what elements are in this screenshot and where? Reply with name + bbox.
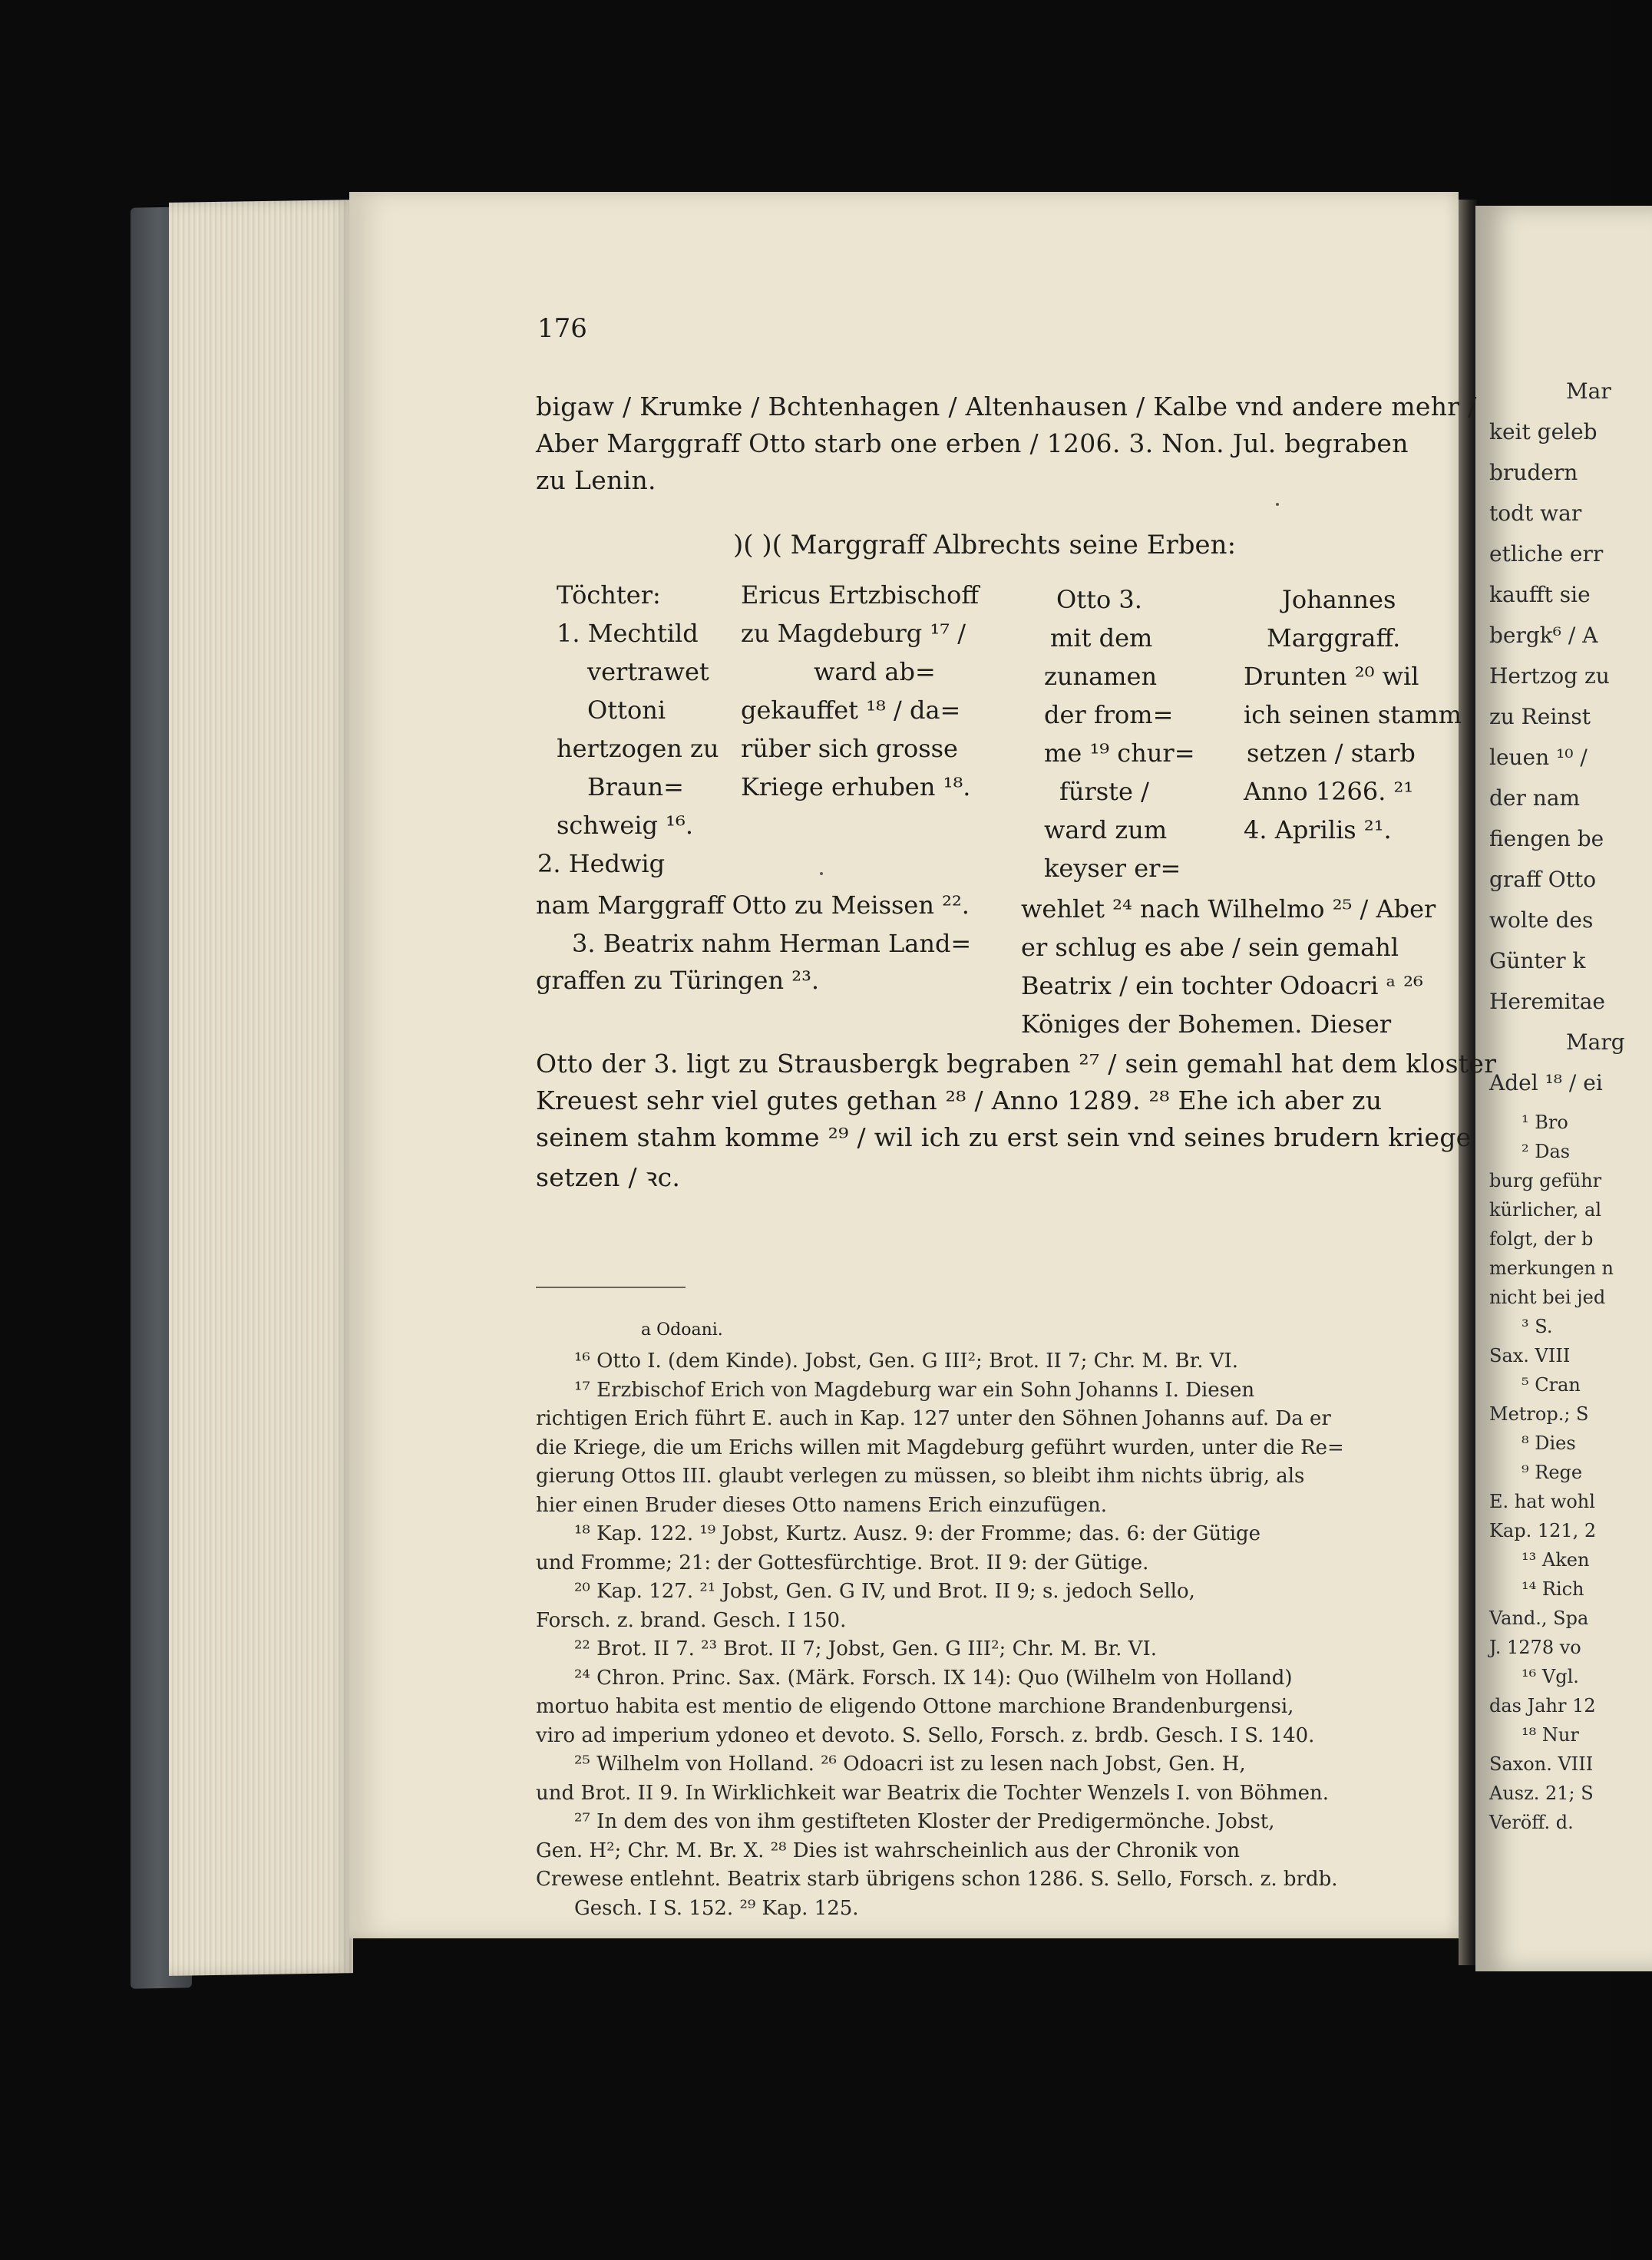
next-page-line: brudern (1489, 460, 1578, 485)
column-line: Töchter: (557, 580, 661, 610)
next-page-note: Saxon. VIII (1489, 1753, 1594, 1775)
column-johannes (1244, 580, 1462, 849)
next-page-note: ³ S. (1521, 1316, 1553, 1337)
column-line: keyser er= (1044, 854, 1181, 883)
next-page-line: Mar (1566, 378, 1611, 404)
next-page-line: wolte des (1489, 907, 1594, 933)
footnote-line: gierung Ottos III. glaubt verlegen zu müssen, so bleibt ihm nichts übrig, als (536, 1465, 1305, 1488)
section-heading: )( )( Marggraff Albrechts seine Erben: (733, 530, 1237, 560)
footnote-line: ²⁷ In dem des von ihm gestifteten Kloster der Predigermönche. Jobst, (574, 1810, 1275, 1833)
footnote-line: und Brot. II 9. In Wirklichkeit war Beatrix die Tochter Wenzels I. von Böhmen. (536, 1781, 1330, 1805)
column-line: hertzogen zu (557, 734, 719, 763)
next-page-note: Veröff. d. (1489, 1812, 1574, 1833)
body-line: setzen / ꝛc. (536, 1162, 681, 1192)
next-page-line: kaufft sie (1489, 582, 1591, 607)
footnote-line: viro ad imperium ydoneo et devoto. S. Sello, Forsch. z. brdb. Gesch. I S. 140. (536, 1723, 1315, 1747)
next-page-note: Ausz. 21; S (1489, 1783, 1594, 1804)
column-line: Marggraff. (1267, 623, 1401, 653)
next-page-note: merkungen n (1489, 1257, 1614, 1279)
body-line: Kreuest sehr viel gutes gethan ²⁸ / Anno 1289. ²⁸ Ehe ich aber zu (536, 1085, 1383, 1115)
next-page-line: der nam (1489, 785, 1581, 811)
column-otto (1044, 580, 1195, 887)
body-line: seinem stahm komme ²⁹ / wil ich zu erst sein vnd seines brudern kriege (536, 1122, 1472, 1152)
print-speck (820, 872, 823, 875)
page-edges (169, 200, 353, 1976)
next-page-note: Sax. VIII (1489, 1345, 1571, 1366)
footnote-marker: a Odoani. (641, 1320, 723, 1340)
footnote-line: ²⁵ Wilhelm von Holland. ²⁶ Odoacri ist zu lesen nach Jobst, Gen. H, (574, 1753, 1246, 1776)
next-page-note: ⁵ Cran (1521, 1374, 1581, 1396)
column-line: ward zum (1044, 815, 1168, 844)
page-number: 176 (537, 313, 587, 344)
footnote-line: Crewese entlehnt. Beatrix starb übrigens schon 1286. S. Sello, Forsch. z. brdb. (536, 1868, 1338, 1891)
body-line: er schlug es abe / sein gemahl (1021, 933, 1399, 962)
next-page-note: ¹⁶ Vgl. (1521, 1666, 1579, 1687)
column-line: setzen / starb (1247, 738, 1416, 768)
next-page-note: ¹³ Aken (1521, 1549, 1590, 1571)
next-page-line: Adel ¹⁸ / ei (1489, 1070, 1603, 1095)
column-line: zunamen (1044, 662, 1158, 691)
next-page-line: fiengen be (1489, 826, 1604, 851)
right-page-fragment (1475, 206, 1652, 1971)
column-daughters (537, 576, 719, 883)
body-line: wehlet ²⁴ nach Wilhelmo ²⁵ / Aber (1021, 894, 1436, 923)
next-page-note: Vand., Spa (1489, 1607, 1589, 1629)
column-line: Drunten ²⁰ wil (1244, 662, 1419, 691)
next-page-note: Metrop.; S (1489, 1403, 1589, 1425)
next-page-line: Günter k (1489, 948, 1586, 973)
footnote-line: richtigen Erich führt E. auch in Kap. 127 unter den Söhnen Johanns auf. Da er (536, 1407, 1331, 1430)
column-line: rüber sich grosse (741, 734, 958, 763)
next-page-note: ⁹ Rege (1521, 1462, 1583, 1483)
footnote-line: Forsch. z. brand. Gesch. I 150. (536, 1608, 847, 1632)
footnote-line: ¹⁶ Otto I. (dem Kinde). Jobst, Gen. G III²; Brot. II 7; Chr. M. Br. VI. (574, 1350, 1239, 1373)
body-line: Beatrix / ein tochter Odoacri ᵃ ²⁶ (1021, 971, 1423, 1000)
column-line: me ¹⁹ chur= (1044, 738, 1195, 768)
column-line: Anno 1266. ²¹ (1244, 777, 1414, 806)
next-page-note: E. hat wohl (1489, 1491, 1595, 1512)
next-page-note: das Jahr 12 (1489, 1695, 1596, 1716)
column-line: Braun= (587, 772, 684, 801)
column-line: zu Magdeburg ¹⁷ / (741, 619, 966, 648)
body-line: nam Marggraff Otto zu Meissen ²². (536, 890, 970, 920)
next-page-line: keit geleb (1489, 419, 1597, 444)
body-line: 3. Beatrix nahm Herman Land= (572, 929, 972, 958)
footnote-line: Gen. H²; Chr. M. Br. X. ²⁸ Dies ist wahrscheinlich aus der Chronik von (536, 1839, 1241, 1862)
next-page-line: graff Otto (1489, 867, 1597, 892)
footnote-line: ¹⁸ Kap. 122. ¹⁹ Jobst, Kurtz. Ausz. 9: der Fromme; das. 6: der Gütige (574, 1522, 1261, 1545)
next-page-line: todt war (1489, 501, 1582, 526)
next-page-line: Heremitae (1489, 989, 1605, 1014)
column-line: ward ab= (814, 657, 936, 686)
next-page-line: Hertzog zu (1489, 663, 1610, 689)
footnote-rule (536, 1287, 686, 1288)
next-page-note: ¹⁸ Nur (1521, 1724, 1579, 1746)
footnote-line: ²⁴ Chron. Princ. Sax. (Märk. Forsch. IX 14): Quo (Wilhelm von Holland) (574, 1666, 1293, 1690)
next-page-line: etliche err (1489, 541, 1604, 567)
footnote-line: mortuo habita est mentio de eligendo Ottone marchione Brandenburgensi, (536, 1695, 1294, 1718)
book-gutter (1459, 200, 1477, 1965)
next-page-line: Marg (1566, 1029, 1625, 1055)
next-page-note: J. 1278 vo (1489, 1637, 1581, 1658)
column-line: Ottoni (587, 696, 666, 725)
column-line: fürste / (1059, 777, 1149, 806)
footnote-line: hier einen Bruder dieses Otto namens Erich einzufügen. (536, 1493, 1108, 1517)
next-page-note: ⁸ Dies (1521, 1432, 1576, 1454)
footnote-line: die Kriege, die um Erichs willen mit Magdeburg geführt wurden, unter die Re= (536, 1436, 1344, 1459)
column-line: gekauffet ¹⁸ / da= (741, 696, 961, 725)
footnote-line: Gesch. I S. 152. ²⁹ Kap. 125. (574, 1896, 859, 1920)
print-speck (1276, 503, 1279, 506)
column-line: Johannes (1282, 585, 1396, 614)
column-line: 2. Hedwig (537, 849, 666, 878)
body-line: zu Lenin. (536, 465, 656, 495)
column-line: Otto 3. (1056, 585, 1142, 614)
next-page-line: bergk⁶ / A (1489, 623, 1598, 648)
footnote-line: ¹⁷ Erzbischof Erich von Magdeburg war ein Sohn Johanns I. Diesen (574, 1378, 1255, 1402)
column-line: 4. Aprilis ²¹. (1244, 815, 1392, 844)
column-line: 1. Mechtild (557, 619, 699, 648)
next-page-note: ² Das (1521, 1141, 1571, 1162)
column-line: schweig ¹⁶. (557, 811, 693, 840)
body-line: graffen zu Türingen ²³. (536, 966, 820, 995)
next-page-note: kürlicher, al (1489, 1199, 1602, 1221)
next-page-note: ¹⁴ Rich (1521, 1578, 1584, 1600)
body-line: bigaw / Krumke / Bchtenhagen / Altenhausen / Kalbe vnd andere mehr / (536, 392, 1477, 421)
next-page-note: burg geführ (1489, 1170, 1602, 1191)
column-ericus (741, 576, 979, 806)
footnote-line: und Fromme; 21: der Gottesfürchtige. Brot. II 9: der Gütige. (536, 1551, 1149, 1574)
body-line: Königes der Bohemen. Dieser (1021, 1009, 1392, 1039)
next-page-note: nicht bei jed (1489, 1287, 1606, 1308)
column-line: ich seinen stamm (1244, 700, 1462, 729)
next-page-note: Kap. 121, 2 (1489, 1520, 1597, 1541)
next-page-line: leuen ¹⁰ / (1489, 745, 1588, 770)
body-line: Aber Marggraff Otto starb one erben / 1206. 3. Non. Jul. begraben (536, 428, 1409, 458)
next-page-line: zu Reinst (1489, 704, 1591, 729)
next-page-note: folgt, der b (1489, 1228, 1594, 1250)
column-line: der from= (1044, 700, 1174, 729)
footnote-line: ²² Brot. II 7. ²³ Brot. II 7; Jobst, Gen. G III²; Chr. M. Br. VI. (574, 1637, 1157, 1660)
column-line: vertrawet (587, 657, 709, 686)
footnote-line: ²⁰ Kap. 127. ²¹ Jobst, Gen. G IV, und Brot. II 9; s. jedoch Sello, (574, 1580, 1195, 1603)
next-page-note: ¹ Bro (1521, 1112, 1568, 1133)
body-line: Otto der 3. ligt zu Strausbergk begraben ²⁷ / sein gemahl hat dem kloster (536, 1049, 1497, 1079)
column-line: mit dem (1050, 623, 1153, 653)
column-line: Kriege erhuben ¹⁸. (741, 772, 971, 801)
column-line: Ericus Ertzbischoff (741, 580, 980, 610)
